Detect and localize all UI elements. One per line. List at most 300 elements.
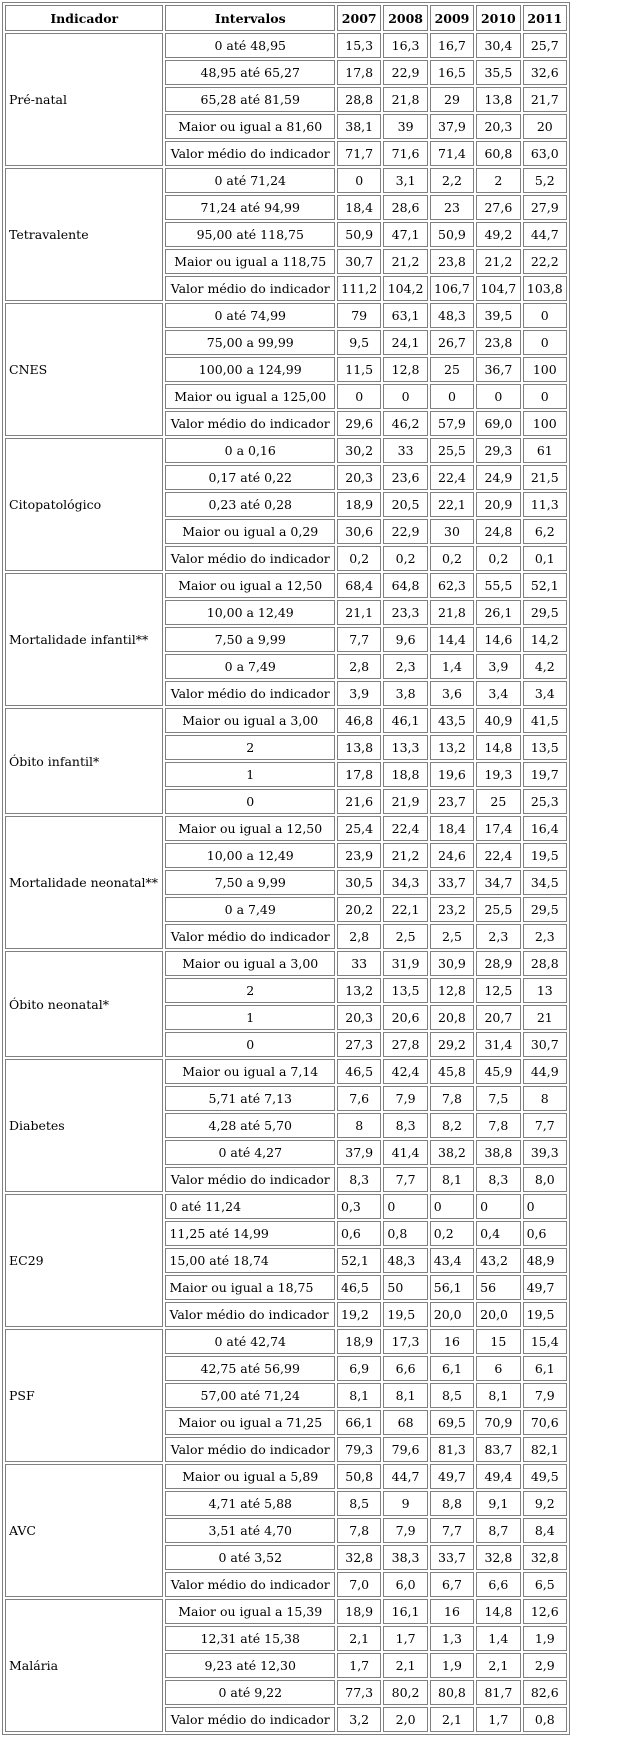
value-cell: 1,7 bbox=[383, 1626, 427, 1651]
value-cell: 68,4 bbox=[337, 573, 381, 598]
interval-cell: 75,00 a 99,99 bbox=[165, 330, 335, 355]
value-cell: 19,5 bbox=[383, 1302, 427, 1327]
value-cell: 18,8 bbox=[383, 762, 427, 787]
value-cell: 6,5 bbox=[523, 1572, 567, 1597]
header-row bbox=[5, 5, 567, 31]
interval-cell: Maior ou igual a 71,25 bbox=[165, 1410, 335, 1435]
value-cell: 29,5 bbox=[523, 600, 567, 625]
value-cell: 70,6 bbox=[523, 1410, 567, 1435]
header-2011: 2011 bbox=[523, 5, 567, 31]
value-cell: 19,5 bbox=[523, 843, 567, 868]
interval-cell: 4,71 até 5,88 bbox=[165, 1491, 335, 1516]
interval-cell: 48,95 até 65,27 bbox=[165, 60, 335, 85]
value-cell: 16,4 bbox=[523, 816, 567, 841]
value-cell: 60,8 bbox=[476, 141, 520, 166]
value-cell: 16 bbox=[430, 1599, 474, 1624]
value-cell: 21,8 bbox=[383, 87, 427, 112]
value-cell: 5,2 bbox=[523, 168, 567, 193]
value-cell: 24,9 bbox=[476, 465, 520, 490]
value-cell: 0 bbox=[523, 303, 567, 328]
header-intervalos: Intervalos bbox=[165, 5, 335, 31]
value-cell: 34,3 bbox=[383, 870, 427, 895]
value-cell: 37,9 bbox=[337, 1140, 381, 1165]
value-cell: 38,3 bbox=[383, 1545, 427, 1570]
value-cell: 79,3 bbox=[337, 1437, 381, 1462]
value-cell: 20,6 bbox=[383, 1005, 427, 1030]
indicator-name: Tetravalente bbox=[5, 168, 163, 301]
value-cell: 28,6 bbox=[383, 195, 427, 220]
value-cell: 46,8 bbox=[337, 708, 381, 733]
value-cell: 8,1 bbox=[430, 1167, 474, 1192]
interval-cell: Valor médio do indicador bbox=[165, 276, 335, 301]
indicator-name: Malária bbox=[5, 1599, 163, 1732]
interval-cell: 65,28 até 81,59 bbox=[165, 87, 335, 112]
indicator-name: Mortalidade neonatal** bbox=[5, 816, 163, 949]
value-cell: 9 bbox=[383, 1491, 427, 1516]
value-cell: 38,8 bbox=[476, 1140, 520, 1165]
value-cell: 29,6 bbox=[337, 411, 381, 436]
value-cell: 1,9 bbox=[430, 1653, 474, 1678]
value-cell: 83,7 bbox=[476, 1437, 520, 1462]
value-cell: 3,4 bbox=[523, 681, 567, 706]
interval-cell: 100,00 a 124,99 bbox=[165, 357, 335, 382]
value-cell: 111,2 bbox=[337, 276, 381, 301]
value-cell: 40,9 bbox=[476, 708, 520, 733]
interval-cell: Valor médio do indicador bbox=[165, 924, 335, 949]
value-cell: 21,6 bbox=[337, 789, 381, 814]
value-cell: 3,6 bbox=[430, 681, 474, 706]
interval-cell: 0 até 74,99 bbox=[165, 303, 335, 328]
value-cell: 23 bbox=[430, 195, 474, 220]
value-cell: 16,5 bbox=[430, 60, 474, 85]
value-cell: 8,1 bbox=[383, 1383, 427, 1408]
value-cell: 71,6 bbox=[383, 141, 427, 166]
value-cell: 23,8 bbox=[476, 330, 520, 355]
interval-cell: 0 até 11,24 bbox=[165, 1194, 335, 1219]
interval-cell: 4,28 até 5,70 bbox=[165, 1113, 335, 1138]
value-cell: 13,2 bbox=[337, 978, 381, 1003]
value-cell: 17,8 bbox=[337, 762, 381, 787]
value-cell: 3,8 bbox=[383, 681, 427, 706]
value-cell: 2,8 bbox=[337, 654, 381, 679]
interval-cell: Valor médio do indicador bbox=[165, 141, 335, 166]
value-cell: 31,4 bbox=[476, 1032, 520, 1057]
value-cell: 71,4 bbox=[430, 141, 474, 166]
value-cell: 64,8 bbox=[383, 573, 427, 598]
value-cell: 46,1 bbox=[383, 708, 427, 733]
value-cell: 12,8 bbox=[430, 978, 474, 1003]
value-cell: 1,3 bbox=[430, 1626, 474, 1651]
interval-cell: Maior ou igual a 15,39 bbox=[165, 1599, 335, 1624]
value-cell: 36,7 bbox=[476, 357, 520, 382]
value-cell: 2,9 bbox=[523, 1653, 567, 1678]
value-cell: 0 bbox=[430, 384, 474, 409]
value-cell: 21,2 bbox=[383, 843, 427, 868]
value-cell: 20,8 bbox=[430, 1005, 474, 1030]
value-cell: 7,7 bbox=[523, 1113, 567, 1138]
value-cell: 27,9 bbox=[523, 195, 567, 220]
value-cell: 45,9 bbox=[476, 1059, 520, 1084]
interval-cell: Maior ou igual a 118,75 bbox=[165, 249, 335, 274]
value-cell: 3,9 bbox=[337, 681, 381, 706]
interval-cell: 0,23 até 0,28 bbox=[165, 492, 335, 517]
value-cell: 22,1 bbox=[383, 897, 427, 922]
value-cell: 79 bbox=[337, 303, 381, 328]
value-cell: 33 bbox=[383, 438, 427, 463]
value-cell: 13,8 bbox=[476, 87, 520, 112]
value-cell: 2,3 bbox=[523, 924, 567, 949]
interval-cell: Valor médio do indicador bbox=[165, 411, 335, 436]
value-cell: 18,9 bbox=[337, 1329, 381, 1354]
value-cell: 46,2 bbox=[383, 411, 427, 436]
value-cell: 8,5 bbox=[430, 1383, 474, 1408]
value-cell: 6,6 bbox=[383, 1356, 427, 1381]
value-cell: 37,9 bbox=[430, 114, 474, 139]
value-cell: 23,6 bbox=[383, 465, 427, 490]
value-cell: 3,2 bbox=[337, 1707, 381, 1732]
value-cell: 2,2 bbox=[430, 168, 474, 193]
value-cell: 2,1 bbox=[337, 1626, 381, 1651]
value-cell: 2,1 bbox=[430, 1707, 474, 1732]
value-cell: 0,4 bbox=[476, 1221, 520, 1246]
interval-cell: 57,00 até 71,24 bbox=[165, 1383, 335, 1408]
value-cell: 41,4 bbox=[383, 1140, 427, 1165]
indicator-name: Óbito neonatal* bbox=[5, 951, 163, 1057]
interval-cell: 0 bbox=[165, 1032, 335, 1057]
value-cell: 80,8 bbox=[430, 1680, 474, 1705]
value-cell: 8,5 bbox=[337, 1491, 381, 1516]
table-row bbox=[5, 1059, 567, 1084]
indicator-name: CNES bbox=[5, 303, 163, 436]
value-cell: 49,2 bbox=[476, 222, 520, 247]
value-cell: 8,2 bbox=[430, 1113, 474, 1138]
value-cell: 13,2 bbox=[430, 735, 474, 760]
value-cell: 29,2 bbox=[430, 1032, 474, 1057]
value-cell: 9,6 bbox=[383, 627, 427, 652]
value-cell: 77,3 bbox=[337, 1680, 381, 1705]
value-cell: 21,7 bbox=[523, 87, 567, 112]
interval-cell: 42,75 até 56,99 bbox=[165, 1356, 335, 1381]
indicator-name: Citopatológico bbox=[5, 438, 163, 571]
interval-cell: Maior ou igual a 7,14 bbox=[165, 1059, 335, 1084]
value-cell: 14,4 bbox=[430, 627, 474, 652]
value-cell: 49,7 bbox=[523, 1275, 567, 1300]
value-cell: 11,5 bbox=[337, 357, 381, 382]
interval-cell: 11,25 até 14,99 bbox=[165, 1221, 335, 1246]
value-cell: 21,9 bbox=[383, 789, 427, 814]
header-2008: 2008 bbox=[383, 5, 427, 31]
value-cell: 25,3 bbox=[523, 789, 567, 814]
value-cell: 2,3 bbox=[476, 924, 520, 949]
interval-cell: Maior ou igual a 125,00 bbox=[165, 384, 335, 409]
value-cell: 8,1 bbox=[337, 1383, 381, 1408]
value-cell: 22,9 bbox=[383, 60, 427, 85]
value-cell: 32,6 bbox=[523, 60, 567, 85]
interval-cell: Maior ou igual a 12,50 bbox=[165, 816, 335, 841]
value-cell: 1,4 bbox=[476, 1626, 520, 1651]
value-cell: 22,4 bbox=[430, 465, 474, 490]
value-cell: 22,1 bbox=[430, 492, 474, 517]
value-cell: 14,8 bbox=[476, 1599, 520, 1624]
value-cell: 2 bbox=[476, 168, 520, 193]
value-cell: 69,0 bbox=[476, 411, 520, 436]
indicator-name: Diabetes bbox=[5, 1059, 163, 1192]
value-cell: 20 bbox=[523, 114, 567, 139]
interval-cell: 7,50 a 9,99 bbox=[165, 870, 335, 895]
value-cell: 33,7 bbox=[430, 870, 474, 895]
value-cell: 27,6 bbox=[476, 195, 520, 220]
value-cell: 50 bbox=[383, 1275, 427, 1300]
header-indicador: Indicador bbox=[5, 5, 163, 31]
value-cell: 29,5 bbox=[523, 897, 567, 922]
value-cell: 13,5 bbox=[383, 978, 427, 1003]
value-cell: 30,4 bbox=[476, 33, 520, 58]
value-cell: 17,4 bbox=[476, 816, 520, 841]
value-cell: 7,9 bbox=[383, 1086, 427, 1111]
value-cell: 17,3 bbox=[383, 1329, 427, 1354]
value-cell: 14,2 bbox=[523, 627, 567, 652]
value-cell: 2,8 bbox=[337, 924, 381, 949]
interval-cell: 0 até 48,95 bbox=[165, 33, 335, 58]
value-cell: 55,5 bbox=[476, 573, 520, 598]
indicator-name: Pré-natal bbox=[5, 33, 163, 166]
value-cell: 43,4 bbox=[430, 1248, 474, 1273]
value-cell: 0,8 bbox=[523, 1707, 567, 1732]
interval-cell: 0 até 42,74 bbox=[165, 1329, 335, 1354]
value-cell: 23,3 bbox=[383, 600, 427, 625]
value-cell: 20,9 bbox=[476, 492, 520, 517]
value-cell: 17,8 bbox=[337, 60, 381, 85]
interval-cell: 71,24 até 94,99 bbox=[165, 195, 335, 220]
interval-cell: Valor médio do indicador bbox=[165, 1302, 335, 1327]
interval-cell: 12,31 até 15,38 bbox=[165, 1626, 335, 1651]
table-row bbox=[5, 33, 567, 58]
value-cell: 24,8 bbox=[476, 519, 520, 544]
interval-cell: 7,50 a 9,99 bbox=[165, 627, 335, 652]
value-cell: 21,2 bbox=[476, 249, 520, 274]
value-cell: 4,2 bbox=[523, 654, 567, 679]
value-cell: 104,7 bbox=[476, 276, 520, 301]
value-cell: 103,8 bbox=[523, 276, 567, 301]
value-cell: 46,5 bbox=[337, 1059, 381, 1084]
value-cell: 21,2 bbox=[383, 249, 427, 274]
value-cell: 39,5 bbox=[476, 303, 520, 328]
indicator-name: Mortalidade infantil** bbox=[5, 573, 163, 706]
value-cell: 14,6 bbox=[476, 627, 520, 652]
table-row bbox=[5, 1599, 567, 1624]
value-cell: 1,7 bbox=[476, 1707, 520, 1732]
value-cell: 6 bbox=[476, 1356, 520, 1381]
value-cell: 26,7 bbox=[430, 330, 474, 355]
interval-cell: Valor médio do indicador bbox=[165, 1707, 335, 1732]
value-cell: 0 bbox=[383, 1194, 427, 1219]
interval-cell: 95,00 até 118,75 bbox=[165, 222, 335, 247]
value-cell: 32,8 bbox=[523, 1545, 567, 1570]
value-cell: 14,8 bbox=[476, 735, 520, 760]
interval-cell: 0 até 9,22 bbox=[165, 1680, 335, 1705]
value-cell: 32,8 bbox=[337, 1545, 381, 1570]
value-cell: 21,5 bbox=[523, 465, 567, 490]
value-cell: 7,7 bbox=[337, 627, 381, 652]
value-cell: 0 bbox=[523, 1194, 567, 1219]
value-cell: 16,1 bbox=[383, 1599, 427, 1624]
value-cell: 39 bbox=[383, 114, 427, 139]
value-cell: 2,5 bbox=[383, 924, 427, 949]
table-row bbox=[5, 1194, 567, 1219]
value-cell: 30,9 bbox=[430, 951, 474, 976]
value-cell: 7,6 bbox=[337, 1086, 381, 1111]
value-cell: 35,5 bbox=[476, 60, 520, 85]
value-cell: 20,3 bbox=[476, 114, 520, 139]
value-cell: 33,7 bbox=[430, 1545, 474, 1570]
value-cell: 7,8 bbox=[476, 1113, 520, 1138]
value-cell: 0 bbox=[337, 384, 381, 409]
value-cell: 6,9 bbox=[337, 1356, 381, 1381]
value-cell: 15,3 bbox=[337, 33, 381, 58]
value-cell: 6,2 bbox=[523, 519, 567, 544]
indicator-name: PSF bbox=[5, 1329, 163, 1462]
value-cell: 49,5 bbox=[523, 1464, 567, 1489]
interval-cell: 10,00 a 12,49 bbox=[165, 600, 335, 625]
table-row bbox=[5, 1329, 567, 1354]
value-cell: 0 bbox=[337, 168, 381, 193]
value-cell: 2,3 bbox=[383, 654, 427, 679]
value-cell: 8,3 bbox=[383, 1113, 427, 1138]
interval-cell: 0 até 4,27 bbox=[165, 1140, 335, 1165]
value-cell: 56,1 bbox=[430, 1275, 474, 1300]
value-cell: 30,6 bbox=[337, 519, 381, 544]
value-cell: 8,3 bbox=[476, 1167, 520, 1192]
value-cell: 2,1 bbox=[383, 1653, 427, 1678]
indicator-name: Óbito infantil* bbox=[5, 708, 163, 814]
value-cell: 8 bbox=[337, 1113, 381, 1138]
value-cell: 30,7 bbox=[523, 1032, 567, 1057]
value-cell: 0 bbox=[430, 1194, 474, 1219]
value-cell: 31,9 bbox=[383, 951, 427, 976]
value-cell: 50,9 bbox=[337, 222, 381, 247]
interval-cell: Valor médio do indicador bbox=[165, 681, 335, 706]
value-cell: 8,4 bbox=[523, 1518, 567, 1543]
value-cell: 20,2 bbox=[337, 897, 381, 922]
interval-cell: Maior ou igual a 18,75 bbox=[165, 1275, 335, 1300]
value-cell: 79,6 bbox=[383, 1437, 427, 1462]
value-cell: 8,1 bbox=[476, 1383, 520, 1408]
value-cell: 66,1 bbox=[337, 1410, 381, 1435]
value-cell: 81,3 bbox=[430, 1437, 474, 1462]
value-cell: 18,9 bbox=[337, 1599, 381, 1624]
interval-cell: Valor médio do indicador bbox=[165, 546, 335, 571]
value-cell: 38,2 bbox=[430, 1140, 474, 1165]
value-cell: 1,4 bbox=[430, 654, 474, 679]
value-cell: 0 bbox=[383, 384, 427, 409]
interval-cell: Maior ou igual a 81,60 bbox=[165, 114, 335, 139]
value-cell: 0,6 bbox=[337, 1221, 381, 1246]
value-cell: 20,7 bbox=[476, 1005, 520, 1030]
table-row bbox=[5, 951, 567, 976]
value-cell: 8,7 bbox=[476, 1518, 520, 1543]
table-row bbox=[5, 1464, 567, 1489]
value-cell: 20,0 bbox=[476, 1302, 520, 1327]
value-cell: 30,5 bbox=[337, 870, 381, 895]
value-cell: 25 bbox=[430, 357, 474, 382]
value-cell: 23,9 bbox=[337, 843, 381, 868]
value-cell: 25,7 bbox=[523, 33, 567, 58]
value-cell: 1,9 bbox=[523, 1626, 567, 1651]
value-cell: 6,6 bbox=[476, 1572, 520, 1597]
interval-cell: 0 até 71,24 bbox=[165, 168, 335, 193]
value-cell: 43,2 bbox=[476, 1248, 520, 1273]
value-cell: 82,6 bbox=[523, 1680, 567, 1705]
interval-cell: Maior ou igual a 0,29 bbox=[165, 519, 335, 544]
interval-cell: 10,00 a 12,49 bbox=[165, 843, 335, 868]
value-cell: 19,5 bbox=[523, 1302, 567, 1327]
value-cell: 7,9 bbox=[383, 1518, 427, 1543]
interval-cell: Maior ou igual a 3,00 bbox=[165, 951, 335, 976]
table-row bbox=[5, 816, 567, 841]
indicators-table bbox=[2, 2, 570, 1735]
value-cell: 12,8 bbox=[383, 357, 427, 382]
value-cell: 61 bbox=[523, 438, 567, 463]
value-cell: 19,7 bbox=[523, 762, 567, 787]
interval-cell: 2 bbox=[165, 735, 335, 760]
value-cell: 28,8 bbox=[337, 87, 381, 112]
table-row bbox=[5, 303, 567, 328]
value-cell: 2,1 bbox=[476, 1653, 520, 1678]
value-cell: 7,5 bbox=[476, 1086, 520, 1111]
value-cell: 6,7 bbox=[430, 1572, 474, 1597]
value-cell: 23,8 bbox=[430, 249, 474, 274]
value-cell: 6,0 bbox=[383, 1572, 427, 1597]
value-cell: 100 bbox=[523, 411, 567, 436]
value-cell: 0,2 bbox=[430, 1221, 474, 1246]
value-cell: 0 bbox=[476, 1194, 520, 1219]
table-body bbox=[5, 33, 567, 1732]
value-cell: 52,1 bbox=[523, 573, 567, 598]
value-cell: 23,2 bbox=[430, 897, 474, 922]
value-cell: 7,0 bbox=[337, 1572, 381, 1597]
value-cell: 25,5 bbox=[430, 438, 474, 463]
value-cell: 47,1 bbox=[383, 222, 427, 247]
interval-cell: 2 bbox=[165, 978, 335, 1003]
value-cell: 2,0 bbox=[383, 1707, 427, 1732]
value-cell: 7,7 bbox=[383, 1167, 427, 1192]
table-row bbox=[5, 438, 567, 463]
value-cell: 18,9 bbox=[337, 492, 381, 517]
table-row bbox=[5, 708, 567, 733]
value-cell: 7,7 bbox=[430, 1518, 474, 1543]
value-cell: 100 bbox=[523, 357, 567, 382]
value-cell: 15,4 bbox=[523, 1329, 567, 1354]
value-cell: 106,7 bbox=[430, 276, 474, 301]
header-2010: 2010 bbox=[476, 5, 520, 31]
interval-cell: Valor médio do indicador bbox=[165, 1167, 335, 1192]
value-cell: 9,2 bbox=[523, 1491, 567, 1516]
value-cell: 13,5 bbox=[523, 735, 567, 760]
value-cell: 30,7 bbox=[337, 249, 381, 274]
interval-cell: 0 a 0,16 bbox=[165, 438, 335, 463]
value-cell: 43,5 bbox=[430, 708, 474, 733]
value-cell: 13,8 bbox=[337, 735, 381, 760]
interval-cell: 0,17 até 0,22 bbox=[165, 465, 335, 490]
value-cell: 18,4 bbox=[337, 195, 381, 220]
value-cell: 0,2 bbox=[337, 546, 381, 571]
value-cell: 16 bbox=[430, 1329, 474, 1354]
value-cell: 29,3 bbox=[476, 438, 520, 463]
value-cell: 80,2 bbox=[383, 1680, 427, 1705]
interval-cell: 0 até 3,52 bbox=[165, 1545, 335, 1570]
value-cell: 23,7 bbox=[430, 789, 474, 814]
value-cell: 19,3 bbox=[476, 762, 520, 787]
